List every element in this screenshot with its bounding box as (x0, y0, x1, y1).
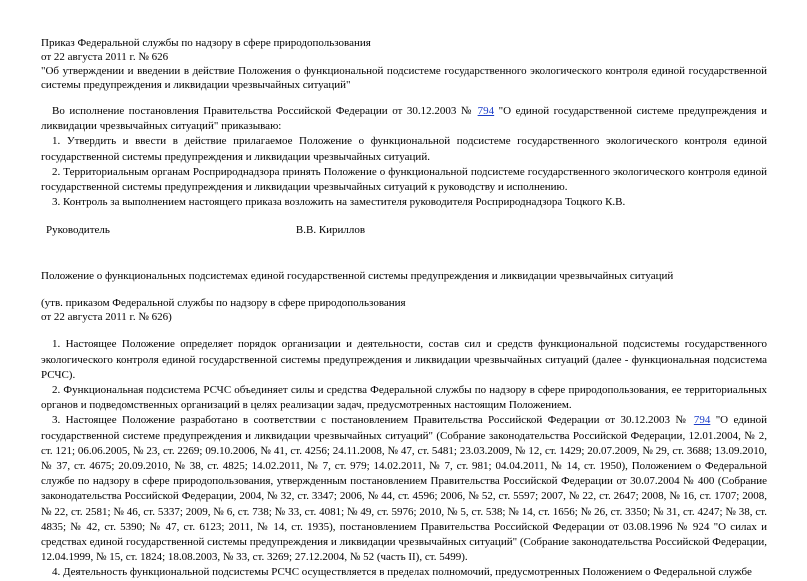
order-item: 3. Контроль за выполнением настоящего приказа возложить на заместителя руководителя Росприроднадзора Тоцкого К.В. (52, 196, 626, 209)
approval-line-1: (утв. приказом Федеральной службы по надзору в сфере природопользования (41, 297, 406, 310)
order-item: 2. Территориальным органам Росприроднадзора принять Положение о функциональной подсистеме государственного экологического контроля единой государственной системы предупреждения и ликвидации чрезвычайных ситуаций к руководству и исполнению. (41, 165, 767, 194)
p3-text-after: "О единой государственной системе предупреждения и ликвидации чрезвычайных ситуаций" (Собрание законодательства Российской Федерации, 12.01.2004, № 2, ст. 121; 06.06.2005, № 23, ст. 2269; 09.10.2006, № 41, ст. 4256; 24.11.2008, № 47, ст. 5481; 23.03.2009, № 12, ст. 1429; 20.07.2009, № 29, ст. 3688; 13.09.2010, № 37, ст. 4675; 20.09.2010, № 38, ст. 4825; 14.02.2011, № 7, ст. 979; 14.02.2011, № 7, ст. 981; 04.04.2011, № 14, ст. 1950), Положением о Федеральной службе по надзору в сфере природопользования, утвержденным постановлением Правительства Российской Федерации от 30.07.2004 № 400 (Собрание законодательства Российской Федерации, 2004, № 32, ст. 3347; 2006, № 44, ст. 4596; 2006, № 52, ст. 5597; 2007, № 22, ст. 2647; 2008, № 16, ст. 1707; 2008, № 22, ст. 2581; № 46, ст. 5337; 2009, № 6, ст. 738; № 33, ст. 4081; № 49, ст. 5976; 2010, № 5, ст. 538; № 14, ст. 1656; № 26, ст. 3350; № 31, ст. 4247; № 38, ст. 4835; № 42, ст. 5390; № 47, ст. 6123; 2011, № 14, ст. 1935), постановлением Правительства Российской Федерации от 03.08.1996 № 924 "О силах и средствах единой государственной системы предупреждения и ликвидации чрезвычайных ситуаций" (Собрание законодательства Российской Федерации, 12.04.1999, № 15, ст. 1824; 18.08.2003, № 33, ст. 3269; 27.12.2004, № 52 (часть II), ст. 5499). (41, 414, 767, 564)
preamble-text-after: "О единой государственной системе предупреждения и ликвидации чрезвычайных ситуаций" приказываю: (41, 105, 767, 133)
regulation-paragraph-4: 4. Деятельность функциональной подсистемы РСЧС осуществляется в пределах полномочий, предусмотренных Положением о Федеральной службе (52, 566, 752, 579)
regulation-paragraph-2: 2. Функциональная подсистема РСЧС объединяет силы и средства Федеральной службы по надзору в сфере природопользования, ее территориальных органов и подведомственных организаций в целях реализации задач, предусмотренных настоящим Положением. (41, 384, 767, 412)
p3-decree-794-link[interactable]: 794 (693, 414, 711, 427)
signature-role: Руководитель (46, 224, 110, 237)
preamble-text-before: Во исполнение постановления Правительства Российской Федерации от 30.12.2003 № (52, 105, 478, 117)
header-line-3: "Об утверждении и введении в действие Положения о функциональной подсистеме государственного экологического контроля единой государственной системы предупреждения и ликвидации чрезвычайных ситуаций" (41, 65, 767, 91)
document-page (41, 36, 767, 581)
order-item: 1. Утвердить и ввести в действие прилагаемое Положение о функциональной подсистеме государственного экологического контроля единой государственной системы предупреждения и ликвидации чрезвычайных ситуаций. (41, 135, 767, 163)
p3-text-before: 3. Настоящее Положение разработано в соответствии с постановлением Правительства Российской Федерации от 30.12.2003 № (52, 414, 694, 427)
regulation-paragraph-3 (41, 413, 767, 565)
signature-block (46, 223, 767, 237)
decree-794-link[interactable]: 794 (477, 105, 495, 117)
preamble-paragraph (41, 104, 767, 134)
approval-line-2: от 22 августа 2011 г. № 626) (41, 311, 172, 324)
regulation-paragraph-1: 1. Настоящее Положение определяет порядок организации и деятельности, состав сил и средств функциональной подсистемы государственного экологического контроля единой государственной системы предупреждения и ликвидации чрезвычайных ситуаций (далее - функциональная подсистема РСЧС). (41, 338, 767, 381)
header-line-1: Приказ Федеральной службы по надзору в сфере природопользования (41, 37, 371, 49)
signature-name: В.В. Кириллов (295, 224, 366, 237)
regulation-title: Положение о функциональных подсистемах единой государственной системы предупреждения и ликвидации чрезвычайных ситуаций (41, 270, 674, 283)
header-line-2: от 22 августа 2011 г. № 626 (41, 51, 169, 63)
document-header (41, 36, 767, 92)
